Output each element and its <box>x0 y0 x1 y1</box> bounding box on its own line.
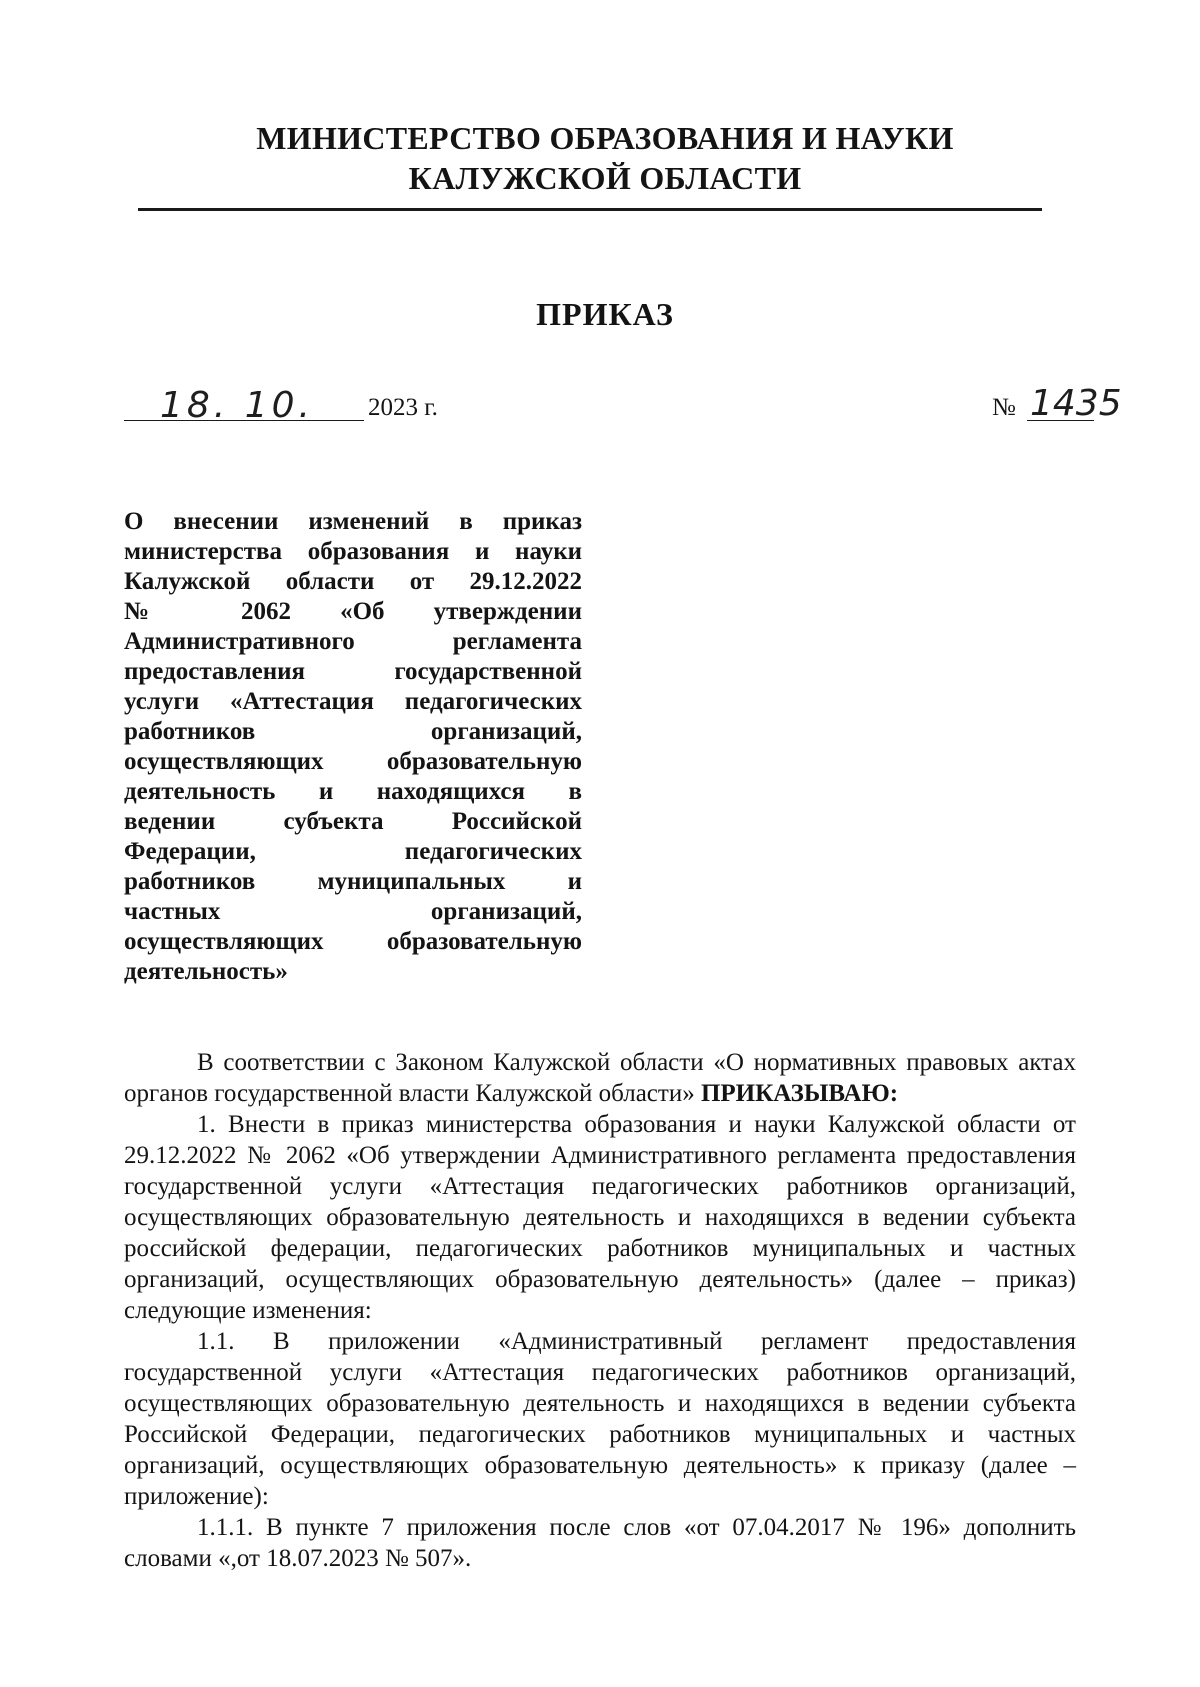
subject-line: услуги «Аттестация педагогических <box>124 688 582 715</box>
item-1-line: организаций, осуществляющих образовательную деятельность» (далее – приказ) <box>124 1266 1076 1293</box>
item-1-1-line: организаций, осуществляющих образовательную деятельность» к приказу (далее – <box>124 1452 1076 1479</box>
preamble-line <box>124 1078 1076 1109</box>
item-1-1-line: приложение): <box>124 1483 269 1510</box>
subject-line: осуществляющих образовательную <box>124 748 582 775</box>
date-year: 2023 г. <box>368 394 438 421</box>
item-1-1-line: осуществляющих образовательную деятельность и находящихся в ведении субъекта <box>124 1390 1076 1417</box>
subject-line: предоставления государственной <box>124 658 582 685</box>
item-1-line: 1. Внести в приказ министерства образования и науки Калужской области от <box>197 1111 1076 1138</box>
subject-line: Административного регламента <box>124 628 582 655</box>
subject-line: осуществляющих образовательную <box>124 928 582 955</box>
preamble-line: В соответствии с Законом Калужской области «О нормативных правовых актах <box>197 1049 1076 1076</box>
subject-line: деятельность и находящихся в <box>124 778 582 805</box>
preamble-text: органов государственной власти Калужской области» <box>124 1080 695 1107</box>
item-1-line: 29.12.2022 № 2062 «Об утверждении Административного регламента предоставления <box>124 1142 1076 1169</box>
subject-line: работников муниципальных и <box>124 868 582 895</box>
subject-line: министерства образования и науки <box>124 538 582 565</box>
ministry-title-line2: КАЛУЖСКОЙ ОБЛАСТИ <box>408 160 802 196</box>
item-1-line: осуществляющих образовательную деятельность и находящихся в ведении субъекта <box>124 1204 1076 1231</box>
document-type-title: ПРИКАЗ <box>536 296 674 332</box>
subject-line: № 2062 «Об утверждении <box>124 598 582 625</box>
item-1-line: государственной услуги «Аттестация педагогических работников организаций, <box>124 1173 1076 1200</box>
subject-line: деятельность» <box>124 958 288 985</box>
item-1-1-1-line: словами «,от 18.07.2023 № 507». <box>124 1545 472 1572</box>
subject-line: О внесении изменений в приказ <box>124 508 582 535</box>
subject-line: работников организаций, <box>124 718 582 745</box>
date-underline <box>124 420 364 421</box>
subject-line: Федерации, педагогических <box>124 838 582 865</box>
item-1-1-line: Российской Федерации, педагогических работников муниципальных и частных <box>124 1421 1076 1448</box>
number-underline <box>1027 420 1094 421</box>
date-number-row <box>124 383 1122 427</box>
ministry-title-line1: МИНИСТЕРСТВО ОБРАЗОВАНИЯ И НАУКИ <box>256 120 954 156</box>
subject-line: ведении субъекта Российской <box>124 808 582 835</box>
subject-line: Калужской области от 29.12.2022 <box>124 568 582 595</box>
item-1-line: следующие изменения: <box>124 1297 372 1324</box>
handwritten-date: 18. 10. <box>160 385 314 426</box>
order-subject <box>124 507 582 987</box>
handwritten-number: 1435 <box>1030 383 1122 424</box>
item-1-1-line: государственной услуги «Аттестация педагогических работников организаций, <box>124 1359 1076 1386</box>
order-keyword: ПРИКАЗЫВАЮ: <box>700 1080 899 1107</box>
subject-line: частных организаций, <box>124 898 582 925</box>
number-label: № <box>992 394 1016 421</box>
header-divider <box>138 208 1042 211</box>
order-body <box>124 1047 1076 1574</box>
item-1-1-line: 1.1. В приложении «Административный регламент предоставления <box>197 1328 1076 1355</box>
item-1-1-1-line: 1.1.1. В пункте 7 приложения после слов «от 07.04.2017 № 196» дополнить <box>197 1514 1076 1541</box>
ministry-header <box>130 118 1080 198</box>
item-1-line: российской федерации, педагогических работников муниципальных и частных <box>124 1235 1076 1262</box>
